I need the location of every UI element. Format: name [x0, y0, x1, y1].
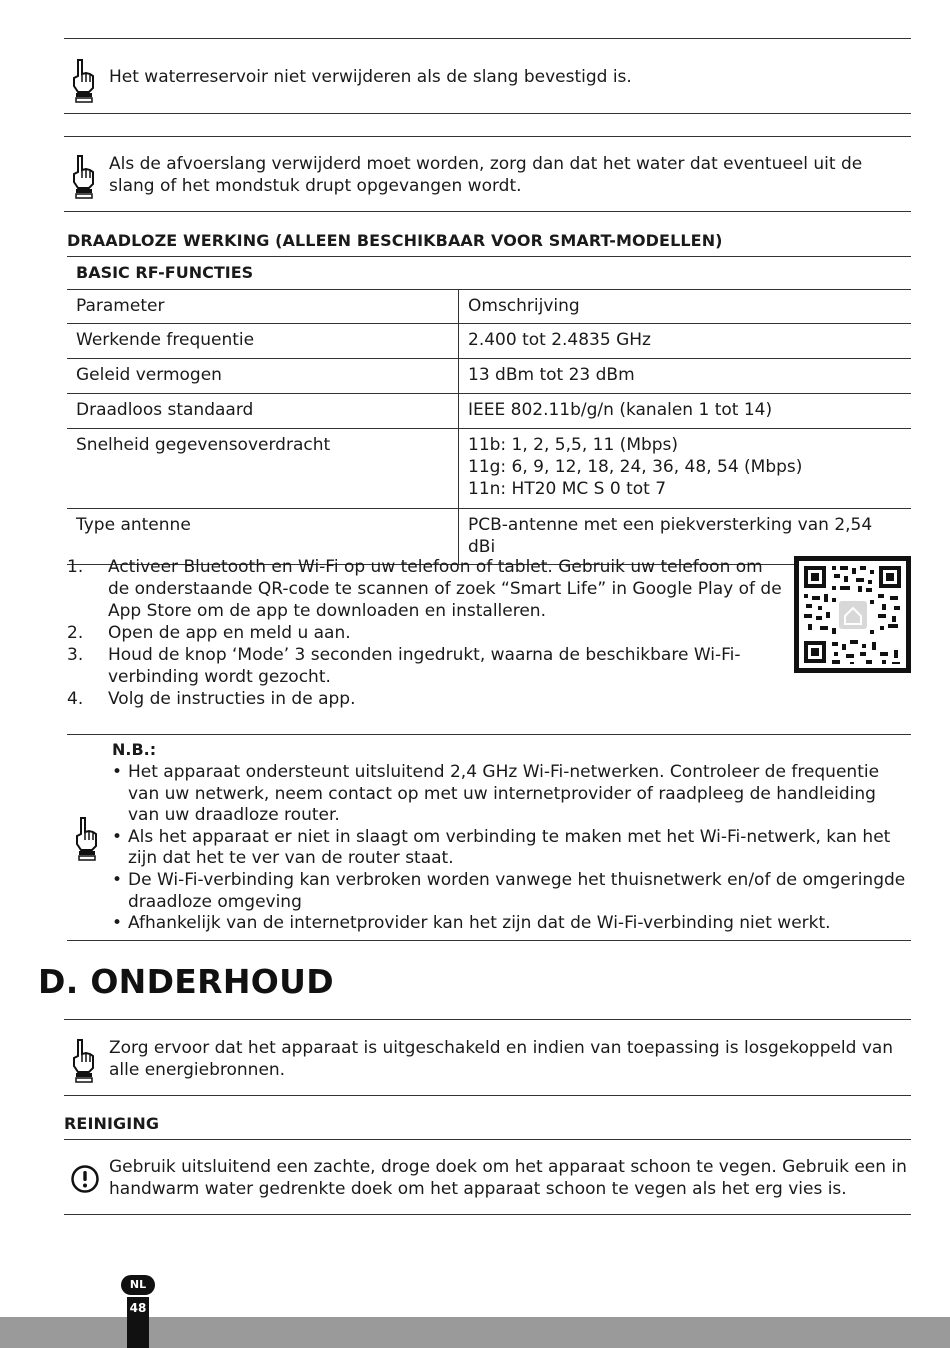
qr-code-icon	[794, 556, 911, 673]
divider	[64, 1214, 911, 1215]
nb-text: Als het apparaat er niet in slaagt om verbinding te maken met het Wi-Fi-netwerk, kan het zijn dat het te ver van de router staat.	[128, 826, 891, 869]
list-item	[67, 688, 787, 710]
divider	[67, 940, 911, 941]
nb-text: Het apparaat ondersteunt uitsluitend 2,4 GHz Wi-Fi-netwerken. Controleer de frequentie van uw netwerk, neem contact op met uw internetprovider of raadpleeg de handleiding van uw draadloze router.	[128, 762, 880, 826]
divider	[67, 734, 911, 735]
desc-line: 11b: 1, 2, 5,5, 11 (Mbps)	[468, 435, 679, 455]
table-row	[67, 429, 911, 509]
step-number: 4.	[67, 689, 84, 709]
row-desc: PCB-antenne met een piekversterking van 2,54 dBi	[459, 509, 912, 565]
row-desc: 2.400 tot 2.4835 GHz	[459, 324, 912, 359]
list-item: • De Wi-Fi-verbinding kan verbroken worden vanwege het thuisnetwerk en/of de omgeringde draadloze omgeving	[112, 869, 906, 912]
step-number: 1.	[67, 557, 84, 577]
list-item: • Als het apparaat er niet in slaagt om verbinding te maken met het Wi-Fi-netwerk, kan het zijn dat het te ver van de router staat.	[112, 826, 891, 869]
step-number: 3.	[67, 645, 84, 665]
list-item: • Afhankelijk van de internetprovider kan het zijn dat de Wi-Fi-verbinding niet werkt.	[112, 913, 831, 934]
nb-text: De Wi-Fi-verbinding kan verbroken worden vanwege het thuisnetwerk en/of de omgeringde draadloze omgeving	[128, 869, 906, 912]
wireless-heading: DRAADLOZE WERKING (ALLEEN BESCHIKBAAR VOOR SMART-MODELLEN)	[67, 231, 723, 250]
list-item	[67, 556, 787, 622]
pointing-hand-icon	[69, 152, 99, 200]
row-param: Werkende frequentie	[67, 324, 459, 359]
list-item	[67, 644, 787, 688]
divider	[64, 136, 911, 137]
step-text: Volg de instructies in de app.	[108, 689, 356, 709]
row-param: Snelheid gegevensoverdracht	[67, 429, 459, 509]
note-reservoir: Het waterreservoir niet verwijderen als de slang bevestigd is.	[109, 67, 632, 87]
cleaning-heading: REINIGING	[64, 1114, 160, 1133]
desc-line: 11g: 6, 9, 12, 18, 24, 36, 48, 54 (Mbps)	[468, 457, 803, 477]
nb-text: Afhankelijk van de internetprovider kan het zijn dat de Wi-Fi-verbinding niet werkt.	[128, 913, 831, 934]
step-text: Activeer Bluetooth en Wi-Fi op uw telefoon of tablet. Gebruik uw telefoon om de onderstaande QR-code te scannen of zoek “Smart Life” in Google Play of de App Store om de app te downloaden en installeren.	[108, 557, 782, 621]
table-header-row	[67, 290, 911, 324]
table-title-row	[67, 257, 911, 290]
note-cleaning: Gebruik uitsluitend een zachte, droge doek om het apparaat schoon te vegen. Gebruik een in handwarm water gedrenkte doek om het apparaat schoon te vegen als het erg vies is.	[109, 1157, 907, 1199]
row-param: Geleid vermogen	[67, 359, 459, 394]
language-badge: NL	[121, 1275, 155, 1295]
note-drain-hose: Als de afvoerslang verwijderd moet worden, zorg dan dat het water dat eventueel uit de slang of het mondstuk drupt opgevangen wordt.	[109, 154, 863, 196]
page-number: 48	[129, 1301, 147, 1315]
divider	[64, 113, 911, 114]
step-text: Houd de knop ‘Mode’ 3 seconden ingedrukt, waarna de beschikbare Wi-Fi-verbinding wordt gezocht.	[108, 645, 741, 687]
pointing-hand-icon	[72, 814, 102, 862]
header-parameter: Parameter	[67, 290, 459, 324]
note-power-off: Zorg ervoor dat het apparaat is uitgeschakeld en indien van toepassing is losgekoppeld van alle energiebronnen.	[109, 1038, 894, 1080]
divider	[64, 1019, 911, 1020]
step-text: Open de app en meld u aan.	[108, 623, 351, 643]
section-title: D. ONDERHOUD	[38, 962, 334, 1001]
row-param: Type antenne	[67, 509, 459, 565]
row-param: Draadloos standaard	[67, 394, 459, 429]
divider	[64, 1139, 911, 1140]
list-item	[67, 622, 787, 644]
pointing-hand-icon	[69, 56, 99, 104]
exclamation-circle-icon	[70, 1164, 100, 1194]
table-row	[67, 394, 911, 429]
table-title: BASIC RF-FUNCTIES	[67, 257, 911, 290]
divider	[64, 211, 911, 212]
row-desc: 13 dBm tot 23 dBm	[459, 359, 912, 394]
table-row	[67, 324, 911, 359]
list-item: • Het apparaat ondersteunt uitsluitend 2,4 GHz Wi-Fi-netwerken. Controleer de frequentie van uw netwerk, neem contact op met uw internetprovider of raadpleeg de handleiding van uw draadloze router.	[112, 762, 880, 826]
divider	[64, 38, 911, 39]
nb-title: N.B.:	[112, 740, 157, 759]
setup-steps	[67, 556, 787, 710]
row-desc: IEEE 802.11b/g/n (kanalen 1 tot 14)	[459, 394, 912, 429]
nb-list	[112, 762, 912, 935]
divider	[64, 1095, 911, 1096]
desc-line: 11n: HT20 MC S 0 tot 7	[468, 479, 667, 499]
table-row	[67, 359, 911, 394]
step-number: 2.	[67, 623, 84, 643]
rf-functions-table	[67, 256, 911, 565]
header-description: Omschrijving	[459, 290, 912, 324]
row-desc	[459, 429, 912, 509]
pointing-hand-icon	[69, 1036, 99, 1084]
